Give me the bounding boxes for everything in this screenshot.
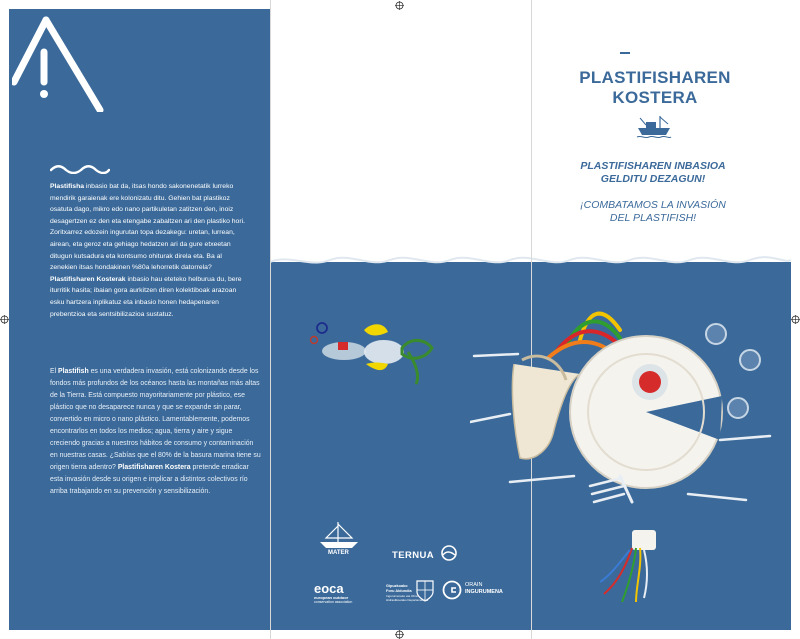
- gipuzkoa-text: Gipuzkoako: [386, 584, 408, 588]
- paragraph-1: [50, 181, 250, 227]
- fold-line-1: [270, 0, 271, 639]
- text-spanish: [50, 366, 262, 498]
- orain-text: ORAIN: [465, 582, 483, 588]
- orain-logo: [465, 582, 503, 596]
- slogan-spanish: [563, 199, 743, 224]
- paragraph-text: El: [50, 368, 59, 375]
- registration-mark-icon: [395, 630, 404, 639]
- paragraph-text: es una verdadera invasión, está colonizando desde los fondos más profundos de los océanos hasta las montañas más altas de la Tierra. Está compuesto mayoritariamente por plástico, ese plástico que no desaparece nunca y que se expande sin parar, convertido en micro o nano plástico. Lamentablemente, podemos encontrarlos en todos los medios; agua, tierra y aire y sigue creciendo gracias a nuestros hábitos de consumo y contaminación en nuestras casas. ¿Sabías que el 80% de la basura marina tiene su origen tierra adentro?: [50, 368, 261, 471]
- registration-mark-icon: [395, 1, 404, 10]
- bottle-fish-illustration: [300, 318, 440, 390]
- paragraph-text: pretende erradicar esta invasión desde su origen e implicar a distintos colectivos río arriba trabajando en su prevención y sensibilización.: [50, 464, 249, 495]
- paragraph-2: [50, 227, 250, 320]
- bold-term: Plastifisharen Kosterak: [50, 275, 126, 283]
- plate-fish-illustration: [470, 290, 780, 540]
- paragraph-text: Zoritxarrez edozein ingurutan topa dezakegu: uretan, lurrean, airean, eta geroz eta gehiago hedatzen ari da gure etxeetan ditugun kutsadura eta kontsumo ohiturak direla eta. Ba al zenekien itsas hondakinen %80a lehorretik datorrela?: [50, 229, 235, 272]
- gipuzkoa-text: Foru Aldundia: [386, 589, 412, 593]
- registration-mark-icon: [0, 315, 9, 324]
- slogan-basque: [563, 160, 743, 185]
- gipuzkoa-shield-icon: [416, 580, 434, 602]
- orain-text: INGURUMENA: [465, 589, 503, 595]
- paragraph-es: [50, 366, 262, 498]
- orain-icon: [442, 580, 462, 600]
- bold-term: Plastifish: [58, 368, 89, 375]
- eoca-logo: [314, 582, 374, 605]
- eoca-subline: conservation association: [314, 600, 353, 604]
- eoca-wordmark: eoca: [314, 581, 344, 596]
- fishing-boat-icon: [636, 114, 672, 138]
- paragraph-text: inbasio hau eteteko helburua du, bere iturritik hasita; ibaian gora aurkitzen diren kolektiboak arazoan esku hartzera inplikatuz eta inbasio honen hedapenaren prebentzioa eta sentsibilizazioa sustatuz.: [50, 275, 242, 318]
- mater-boat-icon: [318, 520, 360, 550]
- jellyfish-illustration: [596, 526, 666, 606]
- title-line-1: PLASTIFISHAREN: [579, 68, 731, 87]
- cover-title: [560, 68, 750, 108]
- registration-mark-icon: [791, 315, 800, 324]
- mater-logo: MATER: [328, 550, 349, 556]
- slogan-line: ¡COMBATAMOS LA INVASIÓN: [580, 199, 726, 211]
- ternua-logo: TERNUA: [392, 550, 434, 561]
- bold-term: Plastifisharen Kostera: [117, 464, 191, 471]
- eoca-subline: european outdoor: [314, 595, 349, 600]
- title-dash: [620, 52, 630, 54]
- slogan-line: DEL PLASTIFISH!: [609, 211, 697, 224]
- bold-term: Plastifisha: [50, 183, 84, 190]
- title-line-2: KOSTERA: [612, 88, 698, 107]
- text-basque: [50, 181, 250, 320]
- warning-triangle-icon: [12, 12, 108, 112]
- ternua-icon: [440, 544, 458, 562]
- wavy-line-icon: [50, 164, 110, 174]
- paragraph-text: inbasio bat da, itsas hondo sakonenetatik lurreko mendirik garaienak ere kolonizatu ditu. Gehien bat plastikoz osatuta dago, mikro edo nano partikuletan zatitzen den, inoiz desagertzen ez den eta etengabe zabaltzen ari den plastiko hori.: [50, 183, 245, 225]
- slogan-line: GELDITU DEZAGUN!: [600, 172, 706, 185]
- gipuzkoa-text: Ingurumeneko eta Obra Hidraulikoetako Departamentua: [386, 594, 429, 602]
- slogan-line: PLASTIFISHAREN INBASIOA: [580, 160, 726, 172]
